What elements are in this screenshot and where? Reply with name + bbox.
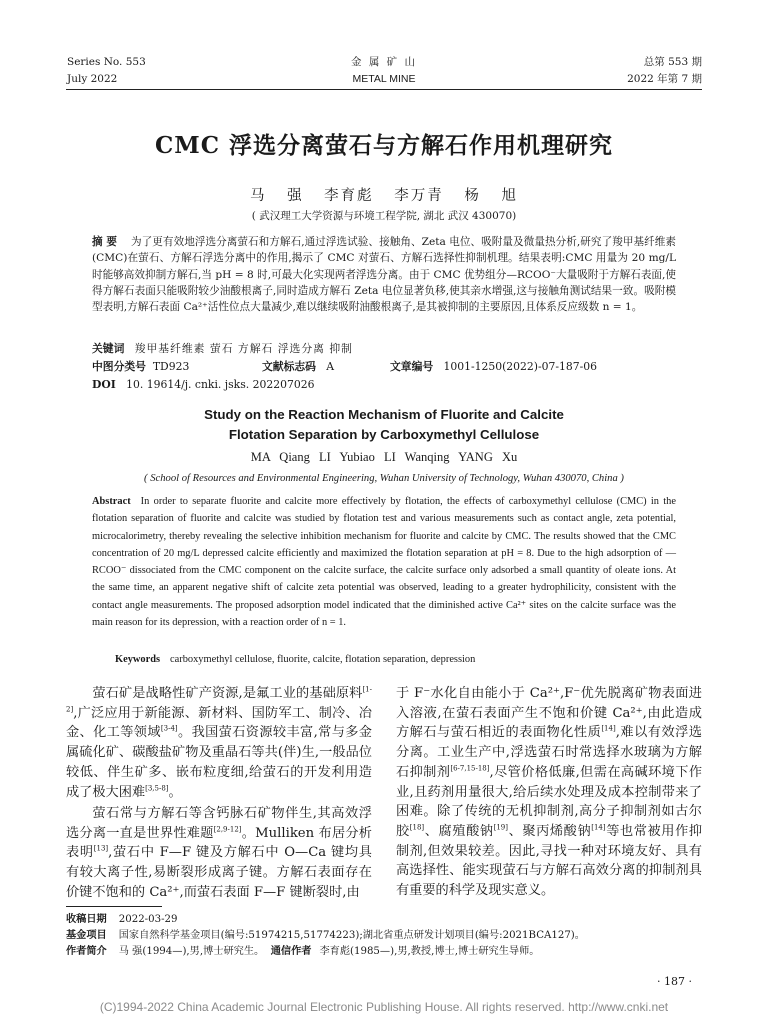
- citation: [3-4]: [160, 725, 178, 734]
- copyright-notice: (C)1994-2022 China Academic Journal Electronic Publishing House. All rights reserved. http://www.cnki.net: [99, 1000, 669, 1014]
- body-left-paragraph-2: 萤石常与方解石等含钙脉石矿物伴生,其高效浮选分离一直是世界性难题[2,9-12]。Mulliken 布居分析表明[13],萤石中 F—F 键及方解石中 O—Ca 键均具有较大离子性,易断裂形成离子键。方解石表面存在价键不饱和的 Ca²⁺,而萤石表面 F—F 键断裂时,由: [66, 806, 372, 900]
- fund-info: 基金项目 国家自然科学基金项目(编号:51974215,51774223);湖北省重点研发计划项目(编号:2021BCA127)。: [66, 929, 585, 941]
- citation: [14]: [601, 725, 616, 734]
- citation: [13]: [93, 845, 109, 854]
- doc-code: [262, 358, 334, 375]
- keywords-en: [115, 651, 675, 668]
- keywords-en-text: carboxymethyl cellulose, fluorite, calcite, flotation separation, depression: [170, 654, 476, 665]
- issue-date: July 2022: [67, 73, 118, 85]
- abstract-cn-label: 摘 要: [92, 236, 118, 248]
- doi-value: 10. 19614/j. cnki. jsks. 202207026: [126, 378, 315, 391]
- affiliation-en: ( School of Resources and Environmental Engineering, Wuhan University of Technology, Wuhan 430070, China ): [144, 473, 624, 484]
- abstract-en: [92, 493, 676, 631]
- authors-cn: 马 强 李育彪 李万青 杨 旭: [249, 188, 519, 204]
- citation: [19]: [493, 823, 508, 832]
- clc-label: 中图分类号: [92, 360, 146, 373]
- article-number: [390, 358, 597, 375]
- doc-code-label: 文献标志码: [262, 360, 316, 373]
- doi-label: DOI: [92, 378, 116, 391]
- classification-row: [92, 358, 189, 375]
- abstract-en-label: Abstract: [92, 496, 131, 507]
- keywords-cn-text: 羧甲基纤维素 萤石 方解石 浮选分离 抑制: [134, 342, 353, 355]
- issue-number: 2022 年第 7 期: [627, 73, 702, 85]
- affiliation-cn: ( 武汉理工大学资源与环境工程学院, 湖北 武汉 430070): [251, 210, 517, 222]
- received-date: 收稿日期 2022-03-29: [66, 913, 178, 925]
- page-number: · 187 ·: [657, 975, 692, 988]
- abstract-en-text: In order to separate fluorite and calcite more effectively by flotation, the effects of carboxymethyl cellulose (CMC) in the flotation separation of fluorite and calcite was studied by flotation test and various measurements such as contact angle, zeta potential, microcalorimetry, thereby revealing the selective inhibition mechanism for fluorite and calcite by CMC. The results showed that the CMC concentration of 20 mg/L depressed calcite efficiently and maximized the flotation separation at pH = 8. Due to the high adsorption of —RCOO⁻ dissociated from the CMC component on the calcite surface, the calcite surface only adsorbed a small quantity of oleate ions. At the same time, an apparent negative shift of calcite zeta potential was observed, leading to a greater hydrophilicity, consistent with the contact angle measurements. The proposed adsorption model indicated that the diminished active Ca²⁺ sites on the calcite surface was the main reason for its depression, with a reaction order of n = 1.: [92, 496, 676, 629]
- clc-value: TD923: [152, 360, 190, 373]
- citation: [1-2]: [66, 685, 372, 714]
- keywords-en-label: Keywords: [115, 654, 161, 665]
- citation: [2,9-12]: [213, 825, 242, 834]
- citation: [3,5-8]: [145, 784, 169, 793]
- doc-code-value: A: [326, 360, 335, 373]
- keywords-cn-label: 关键词: [92, 342, 125, 355]
- citation: [14]: [591, 823, 606, 832]
- journal-name-cn: 金 属 矿 山: [350, 56, 417, 68]
- article-number-label: 文章编号: [390, 360, 434, 373]
- paper-title-cn: CMC 浮选分离萤石与方解石作用机理研究: [154, 132, 614, 159]
- abstract-cn: [92, 234, 676, 315]
- paper-title-en: Study on the Reaction Mechanism of Fluorite and Calcite Flotation Separation by Carboxymethyl Cellulose: [204, 407, 564, 442]
- article-number-value: 1001-1250(2022)-07-187-06: [443, 360, 598, 373]
- keywords-cn: [92, 340, 353, 357]
- authors-en: MA Qiang LI Yubiao LI Wanqing YANG Xu: [250, 450, 518, 464]
- citation: [18]: [409, 823, 425, 832]
- journal-name-en: METAL MINE: [352, 73, 416, 85]
- issue-total: 总第 553 期: [643, 56, 702, 68]
- citation: [6-7,15-18]: [450, 764, 490, 773]
- doi-row: [92, 376, 314, 393]
- abstract-cn-text: 为了更有效地浮选分离萤石和方解石,通过浮选试验、接触角、Zeta 电位、吸附量及微量热分析,研究了羧甲基纤维素(CMC)在萤石、方解石浮选分离中的作用,揭示了 CMC 对萤石、方解石选择性抑制机理。结果表明:CMC 用量为 20 mg/L 时能够高效抑制方解石,当 pH = 8 时,可最大化实现两者浮选分离。由于 CMC 优势组分—RCOO⁻大量吸附于方解石表面,使得方解石表面只能吸附较少油酸根离子,同时造成方解石 Zeta 电位显著负移,使其亲水增强,这与接触角测试结果一致。吸附模型表明,方解石表面 Ca²⁺活性位点大量减少,难以继续吸附油酸根离子,是其被抑制的主要原因,且体系反应级数 n = 1。: [92, 236, 676, 314]
- body-right-paragraph: 于 F⁻水化自由能小于 Ca²⁺,F⁻优先脱离矿物表面进入溶液,在萤石表面产生不饱和价键 Ca²⁺,由此造成方解石与萤石相近的表面物化性质[14],难以有效浮选分离。工业生产中,浮选萤石时常选择水玻璃为方解石抑制剂[6-7,15-18],尽管价格低廉,但需在高碱环境下作业,且药剂用量很大,给后续水处理及成本控制带来了困难。除了传统的无机抑制剂,高分子抑制剂如古尔胶[18]、腐殖酸钠[19]、聚丙烯酸钠[14]等也常被用作抑制剂,但效果较差。因此,寻找一种对环境友好、具有高选择性、能实现萤石与方解石高效分离的抑制剂具有重要的科学及现实意义。: [396, 686, 703, 899]
- series-number: Series No. 553: [67, 56, 146, 68]
- body-left-paragraph-1: 萤石矿是战略性矿产资源,是氟工业的基础原料[1-2],广泛应用于新能源、新材料、国防军工、制冷、冶金、化工等领域[3-4]。我国萤石资源较丰富,常与多金属硫化矿、碳酸盐矿物及重晶石等共(伴)生,一般品位较低、伴生矿多、嵌布粒度细,给萤石的开发利用造成了极大困难[3,5-8]。: [66, 685, 372, 800]
- author-bio: 作者简介 马 强(1994—),男,博士研究生。 通信作者 李育彪(1985—),男,教授,博士,博士研究生导师。: [66, 945, 540, 957]
- header-rule: [66, 89, 702, 90]
- footnote-rule: [66, 906, 162, 907]
